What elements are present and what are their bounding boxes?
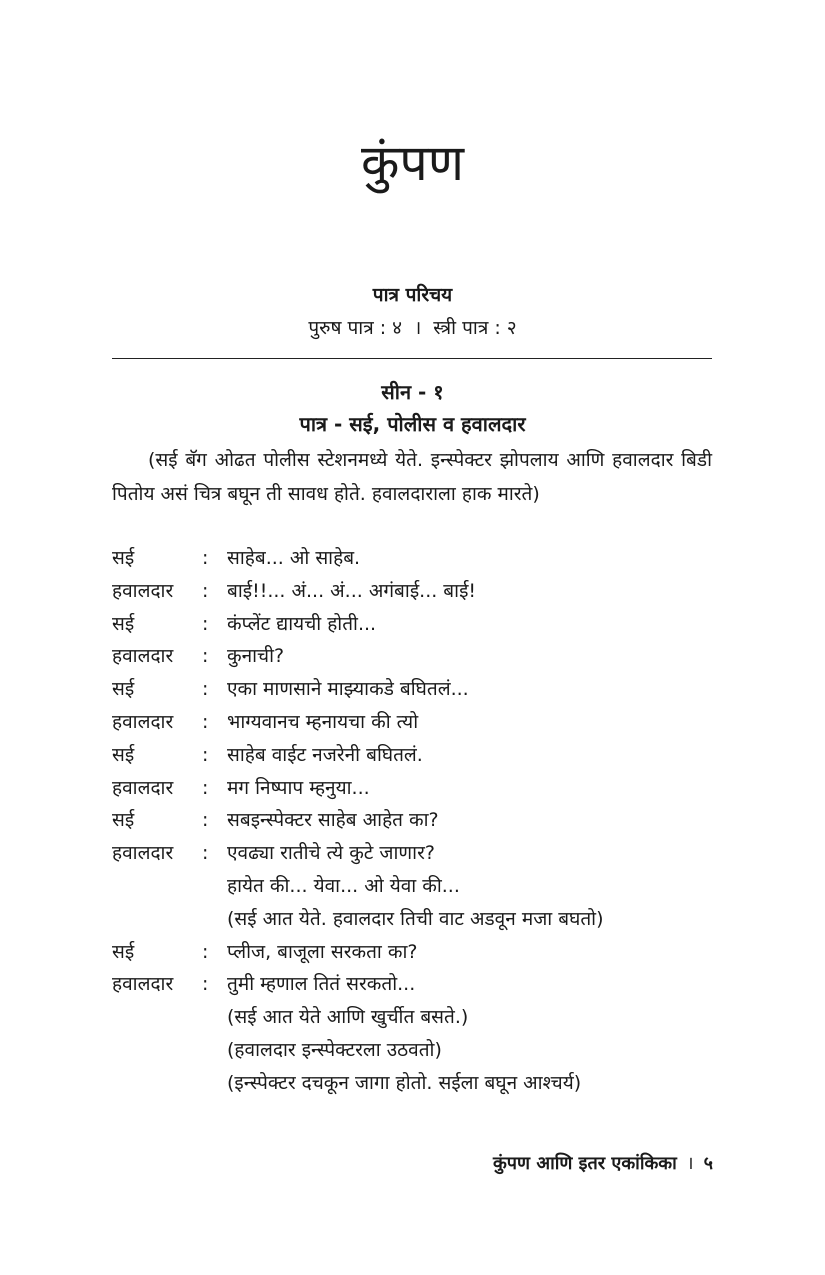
dialogue-line: [112, 804, 722, 837]
speaker-name: सई: [112, 612, 135, 635]
cast-heading: पात्र परिचय: [372, 284, 453, 306]
horizontal-divider: [112, 358, 712, 359]
dialogue-text: एका माणसाने माझ्याकडे बघितलं...: [227, 678, 469, 701]
scene-characters: पात्र - सई, पोलीस व हवालदार: [299, 412, 526, 436]
cast-separator: ।: [414, 317, 422, 339]
dialogue-continuation: (सई आत येते आणि खुर्चीत बसते.): [227, 1006, 469, 1029]
footer-book-title: कुंपण आणि इतर एकांकिका: [492, 1153, 677, 1174]
dialogue-line: [112, 575, 722, 608]
dialogue-text: कुनाची?: [227, 645, 285, 668]
dialogue-text: कंप्लेंट द्यायची होती...: [227, 612, 377, 635]
play-title: कुंपण: [361, 134, 464, 192]
dialogue-block: [112, 542, 722, 1100]
speaker-colon: :: [202, 940, 209, 963]
speaker-name: सई: [112, 940, 135, 963]
dialogue-line: [112, 673, 722, 706]
speaker-name: हवालदार: [112, 710, 174, 733]
dialogue-line: [112, 706, 722, 739]
speaker-name: हवालदार: [112, 645, 174, 668]
dialogue-text: मग निष्पाप म्हनुया...: [227, 776, 370, 799]
speaker-colon: :: [202, 612, 209, 635]
scene-heading: सीन - १: [381, 380, 444, 404]
dialogue-text: प्लीज, बाजूला सरकता का?: [227, 940, 418, 963]
speaker-name: हवालदार: [112, 973, 174, 996]
stage-direction-intro: (सई बॅग ओढत पोलीस स्टेशनमध्ये येते. इन्स्पेक्टर झोपलाय आणि हवालदार बिडी पितोय असं चित्र बघून ती सावध होते. हवालदाराला हाक मारते): [112, 449, 712, 505]
dialogue-line: [112, 640, 722, 673]
speaker-name: सई: [112, 809, 135, 832]
dialogue-line: [112, 772, 722, 805]
speaker-colon: :: [202, 973, 209, 996]
speaker-name: सई: [112, 547, 135, 569]
speaker-name: सई: [112, 678, 135, 701]
speaker-name: सई: [112, 743, 135, 766]
female-cast-count: स्त्री पात्र : २: [433, 317, 517, 339]
dialogue-text: भाग्यवानच म्हनायचा की त्यो: [227, 710, 419, 733]
dialogue-line: [112, 608, 722, 641]
speaker-colon: :: [202, 710, 209, 733]
speaker-colon: :: [202, 776, 209, 799]
page-footer: [493, 1150, 713, 1178]
dialogue-text: एवढ्या रातीचे त्ये कुटे जाणार?: [227, 842, 435, 865]
dialogue-text: सबइन्स्पेक्टर साहेब आहेत का?: [227, 809, 439, 832]
dialogue-line: [112, 936, 722, 969]
dialogue-line: [112, 542, 722, 575]
dialogue-continuation: (इन्स्पेक्टर दचकून जागा होतो. सईला बघून आश्चर्य): [227, 1071, 582, 1094]
dialogue-line: [112, 968, 722, 1001]
speaker-colon: :: [202, 645, 209, 668]
dialogue-line: [112, 739, 722, 772]
dialogue-continuation: (सई आत येते. हवालदार तिची वाट अडवून मजा बघतो): [227, 907, 604, 930]
cast-counts: [0, 314, 825, 342]
footer-separator: ।: [686, 1153, 694, 1174]
speaker-name: हवालदार: [112, 579, 174, 602]
speaker-colon: :: [202, 743, 209, 766]
dialogue-text: साहेब वाईट नजरेनी बघितलं.: [227, 743, 423, 766]
page-number: ५: [703, 1153, 713, 1174]
dialogue-text: साहेब... ओ साहेब.: [227, 547, 361, 569]
male-cast-count: पुरुष पात्र : ४: [308, 317, 403, 339]
dialogue-line: [112, 837, 722, 870]
speaker-colon: :: [202, 809, 209, 832]
speaker-colon: :: [202, 579, 209, 602]
dialogue-continuation: (हवालदार इन्स्पेक्टरला उठवतो): [227, 1038, 442, 1061]
speaker-name: हवालदार: [112, 776, 174, 799]
speaker-colon: :: [202, 842, 209, 865]
speaker-colon: :: [202, 547, 209, 569]
speaker-colon: :: [202, 678, 209, 701]
dialogue-continuation: हायेत की... येवा... ओ येवा की...: [227, 874, 460, 897]
dialogue-text: तुमी म्हणाल तितं सरकतो...: [227, 973, 416, 996]
dialogue-text: बाई!!... अं... अं... अगंबाई... बाई!: [227, 579, 477, 602]
speaker-name: हवालदार: [112, 842, 174, 865]
